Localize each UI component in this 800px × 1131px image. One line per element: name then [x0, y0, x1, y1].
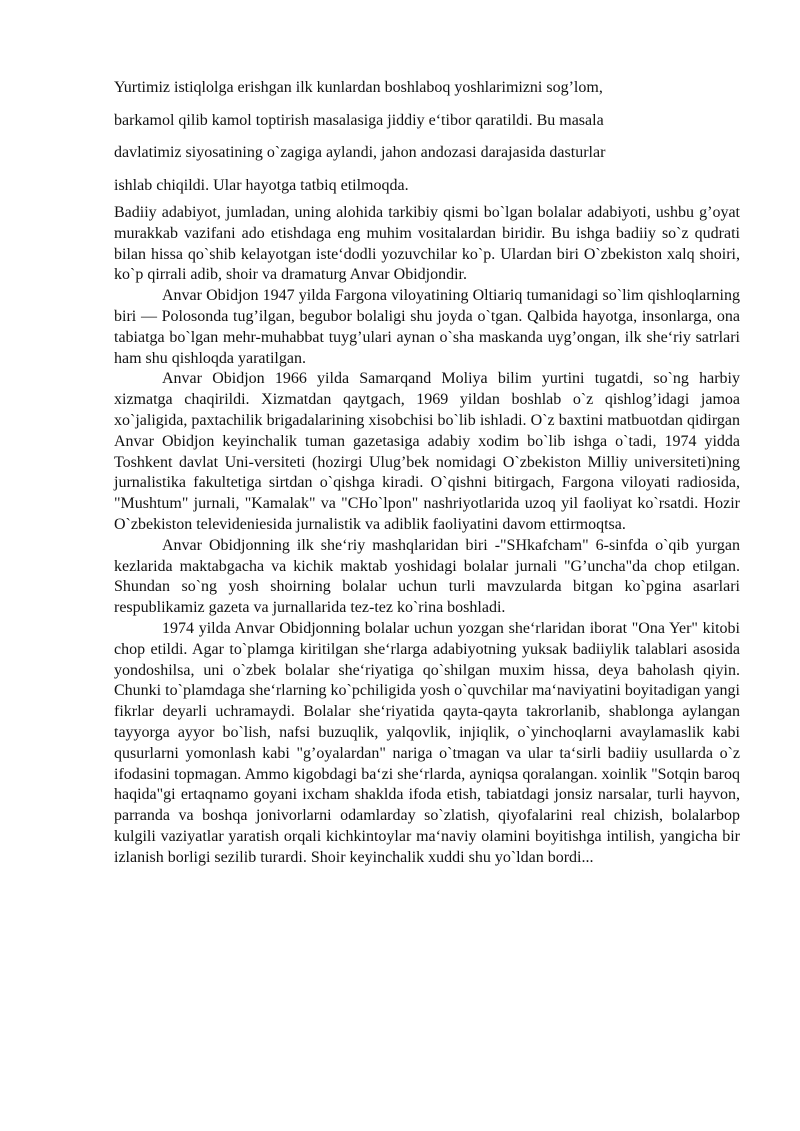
paragraph-adabiyot: Badiiy adabiyot, jumladan, uning alohida tarkibiy qismi bo`lgan bolalar adabiyoti, ushbu g’oyat murakkab vazifani ado etishdaga eng muhim vositalardan biridir. Bu ishga badiiy so`z qudrati bilan hissa qo`shib kelayotgan iste‘dodli yozuvchilar ko`p. Ulardan biri O`zbekiston xalq shoiri, ko`p qirrali adib, shoir va dramaturg Anvar Obidjondir.	[114, 204, 740, 284]
paragraph-birth: Anvar Obidjon 1947 yilda Fargona viloyatining Oltiariq tumanidagi so`lim qishloqlarning biri — Polosonda tug’ilgan, begubor bolaligi shu joyda o`tgan. Qalbida hayotga, insonlarga, ona tabiatga bo`lgan mehr-muhabbat tuyg’ulari aynan o`sha maskanda uyg’ongan, ilk she‘riy satrlari ham shu qishloqda yaratilgan.	[114, 287, 740, 367]
intro-line-2: barkamol qilib kamol toptirish masalasiga jiddiy e‘tibor qaratildi. Bu masala	[114, 111, 604, 129]
paragraph-first-poems: Anvar Obidjonning ilk she‘riy mashqlaridan biri -"SHkafcham" 6-sinfda o`qib yurgan kezlarida maktabgacha va kichik maktab yoshidagi bolalar jurnali "G’uncha"da chop etilgan. Shundan so`ng yosh shoirning bolalar uchun turli mavzularda bitgan ko`pgina asarlari respublikamiz gazeta va jurnallarida tez-tez ko`rina boshladi.	[114, 536, 740, 617]
paragraph-ona-yer: 1974 yilda Anvar Obidjonning bolalar uchun yozgan she‘rlaridan iborat "Ona Yer" kitobi chop etildi. Agar to`plamga kiritilgan she‘rlarga adabiyotning yuksak badiiylik talablari asosida yondoshilsa, uni o`zbek bolalar she‘riyatiga qo`shilgan muxim hissa, deya baholash qiyin. Chunki to`plamdaga she‘rlarning ko`pchiligida yosh o`quvchilar ma‘naviyatini boyitadigan yangi fikrlar deyarli uchramaydi. Bolalar she‘riyatida qayta-qayta takrorlanib, shablonga aylangan tayyorga ayyor bo`lish, nafsi buzuqlik, yalqovlik, injiqlik, o`yinchoqlarni avaylamaslik kabi qusurlarni yomonlash kabi "g’oyalardan" nariga o`tmagan va ular ta‘sirli badiiy usullarda o`z ifodasini topmagan. Ammo kigobdagi ba‘zi she‘rlarda, ayniqsa qoralangan. xoinlik "Sotqin baroq haqida"gi ertaqnamo goyani ixcham shaklda ifoda etish, tabiatdagi jonsiz narsalar, turli hayvon, parranda va boshqa jonivorlarni odamlarday so`zlatish, qiyofalarini real chizish, bolalarbop kulgili vaziyatlar yaratish orqali kichkintoylar ma‘naviy olamini boyitishga intilish, yangicha bir izlanish borligi sezilib turardi. Shoir keyinchalik xuddi shu yo`ldan bordi...	[114, 619, 740, 866]
intro-line-3: davlatimiz siyosatining o`zagiga aylandi, jahon andozasi darajasida dasturlar	[114, 144, 606, 161]
intro-line-4: ishlab chiqildi. Ular hayotga tatbiq etilmoqda.	[114, 176, 409, 194]
paragraph-career: Anvar Obidjon 1966 yilda Samarqand Moliya bilim yurtini tugatdi, so`ng harbiy xizmatga chaqirildi. Xizmatdan qaytgach, 1969 yildan boshlab o`z qishlog’idagi jamoa xo`jaligida, paxtachilik brigadalarining xisobchisi bo`lib ishladi. O`z baxtini matbuotdan qidirgan Anvar Obidjon keyinchalik tuman gazetasiga adabiy xodim bo`lib ishga o`tadi, 1974 yidda Toshkent davlat Uni-versiteti (hozirgi Ulug’bek nomidagi O`zbekiston Milliy universiteti)ning jurnalistika fakultetiga sirtdan o`qishga kiradi. O`qishni bitirgach, Fargona viloyati radiosida, "Mushtum" jurnali, "Kamalak" va "CHo`lpon" nashriyotlarida uzoq yil faoliyat ko`rsatdi. Hozir O`zbekiston televideniesida jurnalistik va adiblik faoliyatini davom ettirmoqtsa.	[114, 370, 740, 533]
intro-block	[114, 72, 704, 202]
document-page	[114, 72, 740, 869]
intro-line-1: Yurtimiz istiqlolga erishgan ilk kunlardan boshlaboq yoshlarimizni sog’lom,	[114, 79, 603, 96]
